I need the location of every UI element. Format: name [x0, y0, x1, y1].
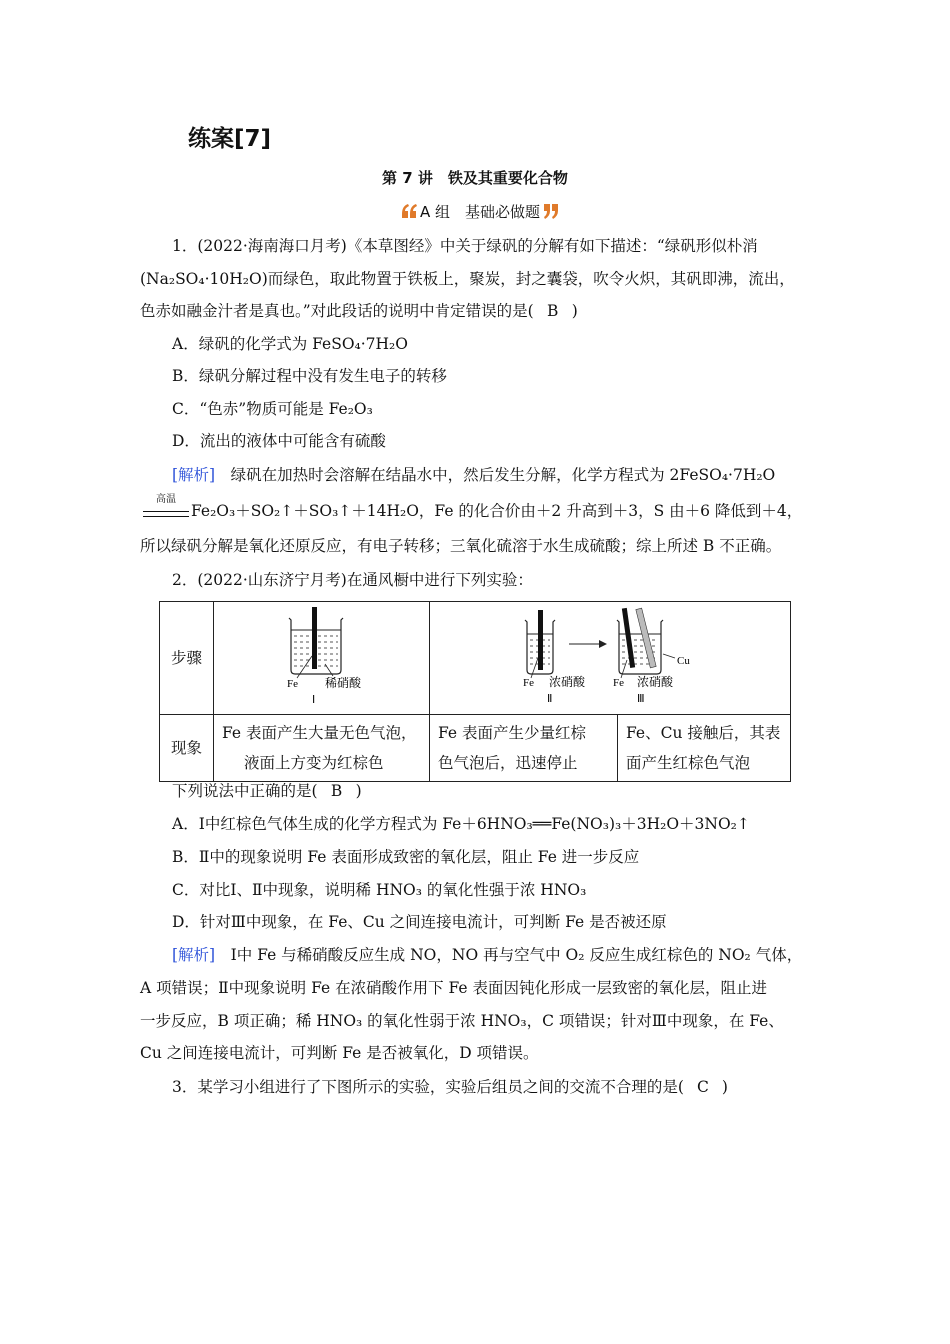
row-header-phenomenon: 现象: [160, 715, 214, 782]
q3-stem: 3．某学习小组进行了下图所示的实验，实验后组员之间的交流不合理的是( C ): [172, 1078, 728, 1096]
figure-cell-2: [430, 602, 791, 715]
phenomenon-2: Fe 表面产生少量红棕 色气泡后，迅速停止: [430, 715, 618, 782]
fig1-fe-label: Fe: [287, 678, 298, 690]
beaker-figure-2: [431, 604, 789, 712]
row-header-step: 步骤: [160, 602, 214, 715]
beaker-figure-1: [215, 604, 428, 712]
close-quote-icon: [540, 200, 562, 222]
reaction-condition: 高温: [156, 494, 176, 505]
figure-cell-1: [214, 602, 430, 715]
q2-answer: B: [330, 782, 343, 800]
analysis-tag: [解析]: [172, 466, 216, 484]
fig2-roman: Ⅱ: [547, 693, 553, 705]
experiment-table: [159, 601, 791, 782]
q2-option-a: A．Ⅰ中红棕色气体生成的化学方程式为 Fe＋6HNO₃══Fe(NO₃)₃＋3H₂O＋3NO₂↑: [172, 815, 750, 833]
equals-sign: [143, 511, 189, 517]
practice-title: 练案[7]: [188, 126, 272, 152]
phenomenon-3: Fe、Cu 接触后，其表 面产生红棕色气泡: [618, 715, 791, 782]
fig3-roman: Ⅲ: [637, 693, 645, 705]
fig3-acid-label: 浓硝酸: [637, 675, 674, 689]
fig2-fe-label: Fe: [523, 677, 534, 689]
q1-option-c: C．“色赤”物质可能是 Fe₂O₃: [172, 400, 373, 418]
phenomenon-1: Fe 表面产生大量无色气泡， 液面上方变为红棕色: [214, 715, 430, 782]
group-label: A 组 基础必做题: [420, 202, 541, 221]
lecture-title: 第 7 讲 铁及其重要化合物: [382, 169, 568, 187]
q1-analysis-line3: 所以绿矾分解是氧化还原反应，有电子转移；三氧化硫溶于水生成硫酸；综上所述 B 不正确。: [140, 537, 782, 555]
q2-analysis-line3: 一步反应，B 项正确；稀 HNO₃ 的氧化性弱于浓 HNO₃，C 项错误；针对Ⅲ中现象，在 Fe、: [140, 1012, 784, 1030]
q1-option-b: B．绿矾分解过程中没有发生电子的转移: [172, 367, 447, 385]
q1-stem-line1: 1．(2022·海南海口月考)《本草图经》中关于绿矾的分解有如下描述：“绿矾形似朴消: [172, 237, 758, 255]
q3-answer: C: [696, 1078, 709, 1096]
q1-analysis-line2: Fe₂O₃＋SO₂↑＋SO₃↑＋14H₂O，Fe 的化合价由＋2 升高到＋3，S 由＋6 降低到＋4，: [191, 502, 803, 520]
fig3-fe-label: Fe: [613, 677, 624, 689]
q2-analysis-line4: Cu 之间连接电流计，可判断 Fe 是否被氧化，D 项错误。: [140, 1044, 539, 1062]
q2-analysis-line2: A 项错误；Ⅱ中现象说明 Fe 在浓硝酸作用下 Fe 表面因钝化形成一层致密的氧化层，阻止进: [140, 979, 768, 997]
q1-stem-line2: (Na₂SO₄·10H₂O)而绿色，取此物置于铁板上，聚炭，封之囊袋，吹令火炽，其矾即沸，流出，: [140, 270, 795, 288]
q2-stem: 2．(2022·山东济宁月考)在通风橱中进行下列实验：: [172, 571, 533, 589]
fig1-acid-label: 稀硝酸: [325, 676, 362, 690]
group-heading: [398, 198, 562, 224]
q2-option-b: B．Ⅱ中的现象说明 Fe 表面形成致密的氧化层，阻止 Fe 进一步反应: [172, 848, 640, 866]
q1-option-a: A．绿矾的化学式为 FeSO₄·7H₂O: [172, 335, 408, 353]
q2-option-d: D．针对Ⅲ中现象，在 Fe、Cu 之间连接电流计，可判断 Fe 是否被还原: [172, 913, 667, 931]
q1-stem-line3: 色赤如融金汁者是真也。”对此段话的说明中肯定错误的是( B ): [140, 302, 578, 320]
q2-option-c: C．对比Ⅰ、Ⅱ中现象，说明稀 HNO₃ 的氧化性强于浓 HNO₃: [172, 881, 587, 899]
q1-analysis-line1: [解析] 绿矾在加热时会溶解在结晶水中，然后发生分解，化学方程式为 2FeSO₄·7H₂O: [172, 466, 776, 484]
fig1-roman: Ⅰ: [312, 694, 316, 706]
q1-option-d: D．流出的液体中可能含有硫酸: [172, 432, 386, 450]
q2-question: 下列说法中正确的是( B ): [172, 782, 362, 800]
fig2-acid-label: 浓硝酸: [549, 675, 586, 689]
analysis-tag: [解析]: [172, 946, 216, 964]
open-quote-icon: [398, 200, 420, 222]
q1-answer: B: [547, 302, 559, 320]
fig3-cu-label: Cu: [677, 655, 690, 667]
q2-analysis-line1: [解析] Ⅰ中 Fe 与稀硝酸反应生成 NO，NO 再与空气中 O₂ 反应生成红棕色的 NO₂ 气体，: [172, 946, 803, 964]
